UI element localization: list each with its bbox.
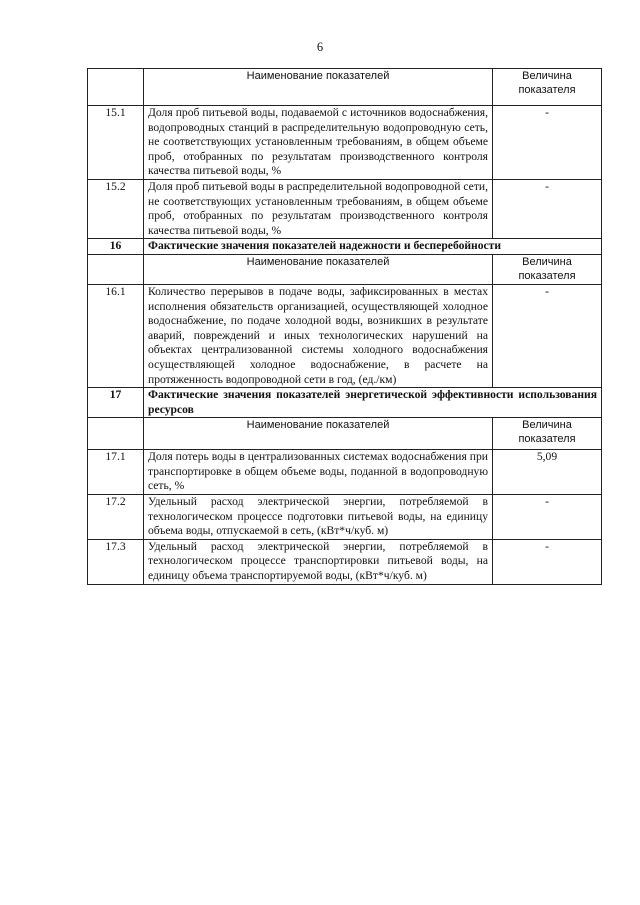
header-num-cell (88, 418, 144, 450)
section-row-17 (88, 388, 602, 418)
header-name: Наименование показателей (144, 418, 493, 450)
row-number: 17.3 (88, 539, 144, 584)
row-number: 15.2 (88, 179, 144, 238)
header-num-cell (88, 254, 144, 284)
page-number: 6 (316, 40, 324, 54)
indicators-table (87, 68, 602, 585)
table-row-15-1 (88, 106, 602, 180)
table-row-16-1 (88, 284, 602, 387)
section-number: 16 (88, 239, 144, 255)
header-num-cell (88, 69, 144, 106)
table-row-17-3 (88, 539, 602, 584)
header-value: Величина показателя (493, 69, 602, 106)
header-value: Величина показателя (493, 254, 602, 284)
section-title: Фактические значения показателей надежности и бесперебойности (144, 239, 602, 255)
table-row-17-1 (88, 450, 602, 495)
row-value: - (493, 179, 602, 238)
section-title: Фактические значения показателей энергетической эффективности использования ресурсов (144, 388, 602, 418)
row-number: 15.1 (88, 106, 144, 180)
row-text: Удельный расход электрической энергии, потребляемой в технологическом процессе подготовки питьевой воды, на единицу объема воды, отпускаемой в сеть, (кВт*ч/куб. м) (144, 495, 493, 540)
table-header-row (88, 69, 602, 106)
row-text: Доля проб питьевой воды, подаваемой с источников водоснабжения, водопроводных станций в распределительную водопроводную сеть, не соответствующих установленным требованиям, в общем объеме проб, отобранных по результатам производственного контроля качества питьевой воды, % (144, 106, 493, 180)
section-number: 17 (88, 388, 144, 418)
row-text: Удельный расход электрической энергии, потребляемой в технологическом процессе транспортировки питьевой воды, на единицу объема транспортируемой воды, (кВт*ч/куб. м) (144, 539, 493, 584)
header-name: Наименование показателей (144, 69, 493, 106)
row-number: 17.1 (88, 450, 144, 495)
section-row-16 (88, 239, 602, 255)
table-header-row (88, 418, 602, 450)
table-row-17-2 (88, 495, 602, 540)
table-row-15-2 (88, 179, 602, 238)
row-value: - (493, 495, 602, 540)
row-text: Доля проб питьевой воды в распределительной водопроводной сети, не соответствующих установленным требованиям, в общем объеме проб, отобранных по результатам производственного контроля качества питьевой воды, % (144, 179, 493, 238)
row-value: - (493, 106, 602, 180)
row-number: 17.2 (88, 495, 144, 540)
row-value: - (493, 539, 602, 584)
row-value: 5,09 (493, 450, 602, 495)
row-text: Доля потерь воды в централизованных системах водоснабжения при транспортировке в общем объеме воды, поданной в водопроводную сеть, % (144, 450, 493, 495)
table-header-row (88, 254, 602, 284)
row-number: 16.1 (88, 284, 144, 387)
header-value: Величина показателя (493, 418, 602, 450)
row-value: - (493, 284, 602, 387)
row-text: Количество перерывов в подаче воды, зафиксированных в местах исполнения обязательств организацией, осуществляющей холодное водоснабжение, по подаче холодной воды, возникших в результате аварий, повреждений и иных технологических нарушений на объектах централизованной системы холодного водоснабжения осуществляющей холодное водоснабжение, в расчете на протяженность водопроводной сети в год, (ед./км) (144, 284, 493, 387)
header-name: Наименование показателей (144, 254, 493, 284)
